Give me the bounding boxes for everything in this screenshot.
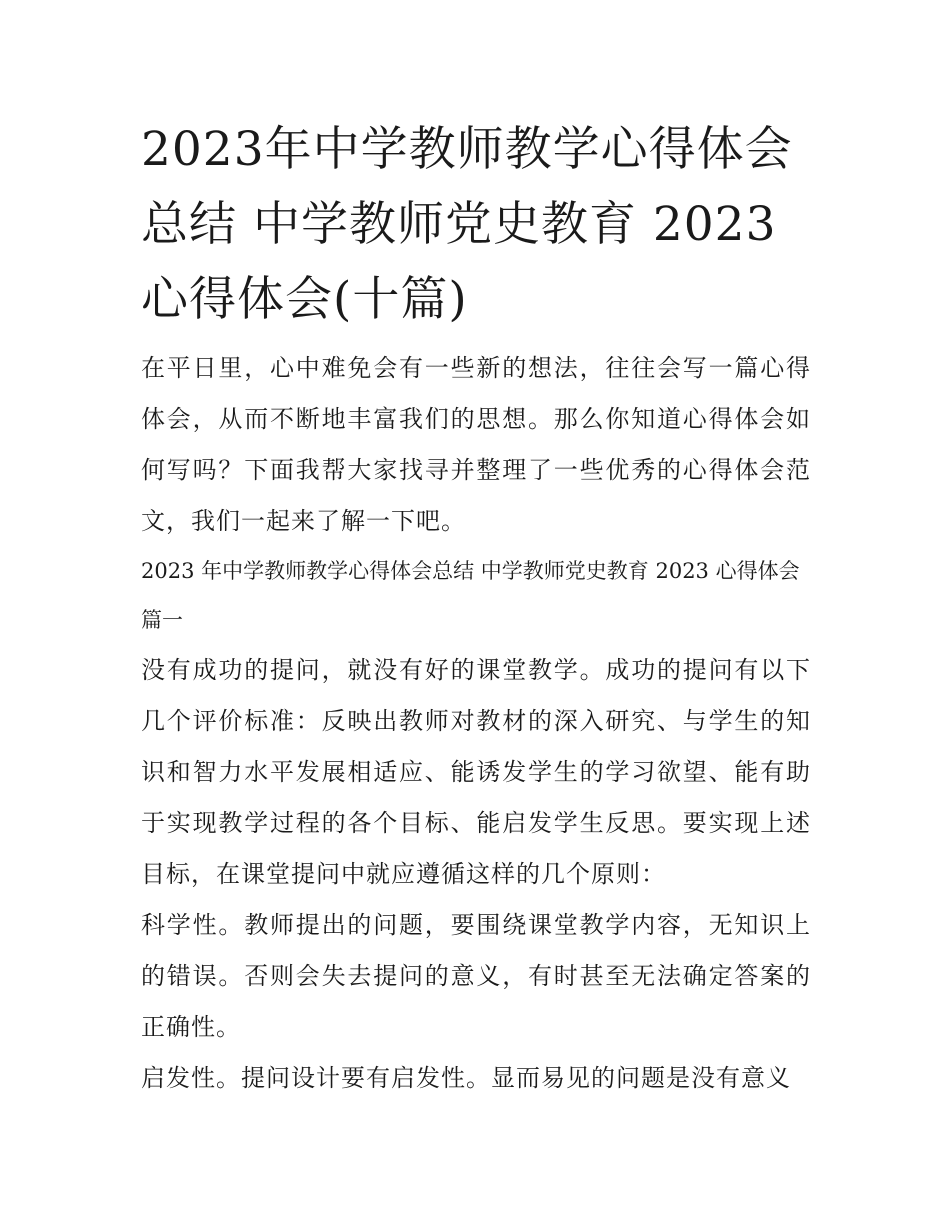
body-paragraph: 启发性。提问设计要有启发性。显而易见的问题是没有意义	[141, 1064, 791, 1092]
document-title: 2023年中学教师教学心得体会总结 中学教师党史教育 2023心得体会(十篇)	[141, 122, 793, 327]
body-paragraph: 没有成功的提问，就没有好的课堂教学。成功的提问有以下几个评价标准：反映出教师对教材的深入研究、与学生的知识和智力水平发展相适应、能诱发学生的学习欲望、能有助于实现教学过程的各个目标、能启发学生反思。要实现上述目标，在课堂提问中就应遵循这样的几个原则：	[141, 656, 811, 888]
document-page	[141, 112, 811, 1104]
section-heading: 2023 年中学教师教学心得体会总结 中学教师党史教育 2023 心得体会篇一	[141, 559, 800, 632]
intro-paragraph: 在平日里，心中难免会有一些新的想法，往往会写一篇心得体会，从而不断地丰富我们的思想。那么你知道心得体会如何写吗？下面我帮大家找寻并整理了一些优秀的心得体会范文，我们一起来了解一下吧。	[141, 354, 811, 535]
body-paragraph: 科学性。教师提出的问题，要围绕课堂教学内容，无知识上的错误。否则会失去提问的意义，有时甚至无法确定答案的正确性。	[141, 911, 811, 1041]
